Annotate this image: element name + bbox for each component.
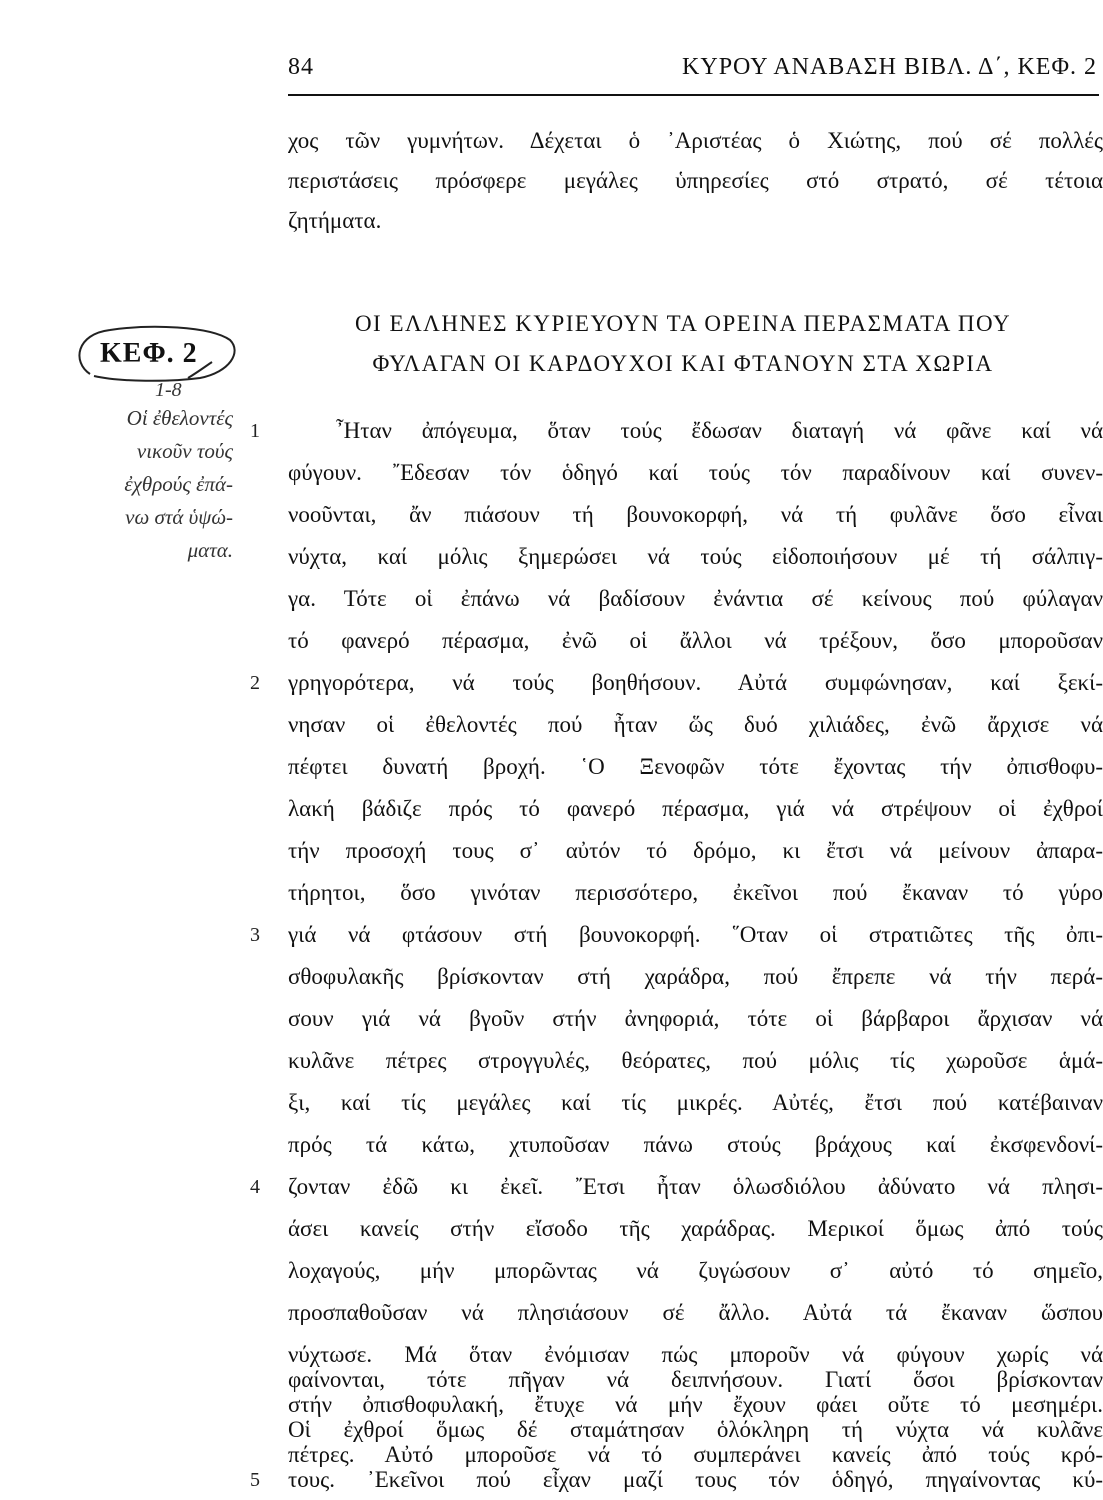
body-line: άσει κανείς στήν εἴσοδο τῆς χαράδρας. Μερικοί ὅμως ἀπό τούς: [288, 1216, 1103, 1241]
paragraph-number: 3: [250, 924, 260, 946]
body-line: σουν γιά νά βγοῦν στήν ἀνηφοριά, τότε οἱ βάρβαροι ἄρχισαν νά: [288, 1006, 1103, 1031]
margin-note-line: νικοῦν τούς: [136, 439, 233, 463]
paragraph-number: 5: [250, 1469, 260, 1491]
body-line: τους. ᾿Εκεῖνοι πού εἶχαν μαζί τους τόν ὁδηγό, πηγαίνοντας κύ-: [288, 1467, 1103, 1492]
body-line: νύχτωσε. Μά ὅταν ἐνόμισαν πώς μποροῦν νά φύγουν χωρίς νά: [288, 1342, 1103, 1367]
body-line: νοοῦνται, ἄν πιάσουν τή βουνοκορφή, νά τή φυλᾶνε ὅσο εἶναι: [288, 502, 1103, 527]
margin-note-line: Οἱ ἐθελοντές: [126, 406, 233, 430]
body-line: κυλᾶνε πέτρες στρογγυλές, θεόρατες, πού μόλις τίς χωροῦσε ἁμά-: [288, 1048, 1103, 1073]
body-line: τό φανερό πέρασμα, ἐνῶ οἱ ἄλλοι νά τρέξουν, ὅσο μποροῦσαν: [288, 628, 1103, 653]
intro-line: χος τῶν γυμνήτων. Δέχεται ὁ ᾿Αριστέας ὁ Χιώτης, πού σέ πολλές: [288, 128, 1103, 153]
margin-range: 1-8: [155, 379, 182, 401]
margin-note-line: ἐχθρούς ἐπά-: [124, 472, 233, 496]
body-line: νησαν οἱ ἐθελοντές πού ἦταν ὥς δυό χιλιάδες, ἐνῶ ἄρχισε νά: [288, 712, 1103, 737]
body-line: πέτρες. Αὐτό μποροῦσε νά τό συμπεράνει κανείς ἀπό τούς κρό-: [288, 1442, 1103, 1467]
body-line: προσπαθοῦσαν νά πλησιάσουν σέ ἄλλο. Αὐτά τά ἔκαναν ὥσπου: [288, 1300, 1103, 1325]
running-head: ΚΥΡΟΥ ΑΝΑΒΑΣΗ ΒΙΒΛ. Δ΄, ΚΕΦ. 2: [682, 54, 1097, 80]
body-line: σθοφυλακῆς βρίσκονταν στή χαράδρα, πού ἔπρεπε νά τήν περά-: [288, 964, 1103, 989]
page-number: 84: [288, 54, 314, 80]
body-line: φύγουν. ῎Εδεσαν τόν ὁδηγό καί τούς τόν παραδίνουν καί συνεν-: [288, 460, 1103, 485]
paragraph-number: 1: [250, 420, 260, 442]
paragraph-number: 2: [250, 672, 260, 694]
body-line: λοχαγούς, μήν μπορῶντας νά ζυγώσουν σ᾽ αὐτό τό σημεῖο,: [288, 1258, 1103, 1283]
body-line: Οἱ ἐχθροί ὅμως δέ σταμάτησαν ὁλόκληρη τή νύχτα νά κυλᾶνε: [288, 1417, 1103, 1442]
section-heading-line: ΦΥΛΑΓΑΝ ΟΙ ΚΑΡΔΟΥΧΟΙ ΚΑΙ ΦΤΑΝΟΥΝ ΣΤΑ ΧΩΡΙΑ: [372, 351, 994, 376]
body-line: στήν ὀπισθοφυλακή, ἔτυχε νά μήν ἔχουν φάει οὔτε τό μεσημέρι.: [288, 1392, 1103, 1417]
body-line: νύχτα, καί μόλις ξημερώσει νά τούς εἰδοποιήσουν μέ τή σάλπιγ-: [288, 544, 1103, 569]
body-line: γιά νά φτάσουν στή βουνοκορφή. ῞Οταν οἱ στρατιῶτες τῆς ὀπι-: [288, 922, 1103, 947]
body-line: φαίνονται, τότε πῆγαν νά δειπνήσουν. Γιατί ὅσοι βρίσκονταν: [288, 1367, 1103, 1392]
margin-note-line: ματα.: [187, 538, 233, 562]
chapter-label-text: ΚΕΦ. 2: [100, 338, 198, 369]
body-line: πρός τά κάτω, χτυποῦσαν πάνω στούς βράχους καί ἐκσφενδονί-: [288, 1132, 1103, 1157]
header-rule: [288, 94, 1099, 96]
body-line: πέφτει δυνατή βροχή. ῾Ο Ξενοφῶν τότε ἔχοντας τήν ὀπισθοφυ-: [288, 754, 1103, 779]
body-line: ῏Ηταν ἀπόγευμα, ὅταν τούς ἔδωσαν διαταγή νά φᾶνε καί νά: [336, 418, 1103, 443]
body-line: ξι, καί τίς μεγάλες καί τίς μικρές. Αὐτές, ἔτσι πού κατέβαιναν: [288, 1090, 1103, 1115]
body-line: λακή βάδιζε πρός τό φανερό πέρασμα, γιά νά στρέψουν οἱ ἐχθροί: [288, 796, 1103, 821]
paragraph-number: 4: [250, 1176, 260, 1198]
body-line: γρηγορότερα, νά τούς βοηθήσουν. Αὐτά συμφώνησαν, καί ξεκί-: [288, 670, 1103, 695]
body-line: τήρητοι, ὅσο γινόταν περισσότερο, ἐκεῖνοι πού ἔκαναν τό γύρο: [288, 880, 1103, 905]
intro-line: περιστάσεις πρόσφερε μεγάλες ὑπηρεσίες στό στρατό, σέ τέτοια: [288, 168, 1103, 193]
intro-line: ζητήματα.: [288, 208, 382, 233]
page-header: [288, 48, 1103, 88]
section-heading-line: ΟΙ ΕΛΛΗΝΕΣ ΚΥΡΙΕΥΟΥΝ ΤΑ ΟΡΕΙΝΑ ΠΕΡΑΣΜΑΤΑ ΠΟΥ: [354, 311, 1012, 336]
chapter-label: [70, 322, 240, 384]
body-line: τήν προσοχή τους σ᾽ αὐτόν τό δρόμο, κι ἔτσι νά μείνουν ἀπαρα-: [288, 838, 1103, 863]
body-line: γα. Τότε οἱ ἐπάνω νά βαδίσουν ἐνάντια σέ κείνους πού φύλαγαν: [288, 586, 1103, 611]
body-line: ζονταν ἐδῶ κι ἐκεῖ. ῎Ετσι ἦταν ὁλωσδιόλου ἀδύνατο νά πλησι-: [288, 1174, 1103, 1199]
margin-note-line: νω στά ὑψώ-: [125, 505, 233, 529]
